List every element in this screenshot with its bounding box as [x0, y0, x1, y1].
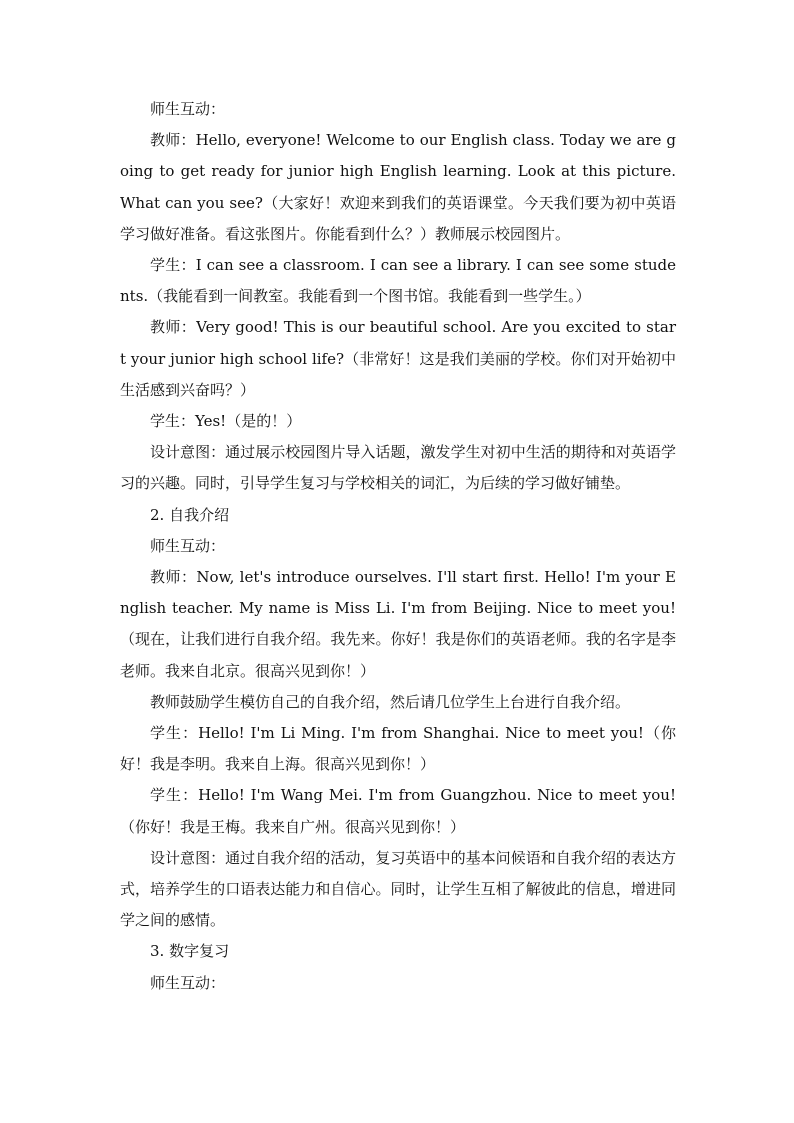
paragraph-student-answer: 学生：I can see a classroom. I can see a library. I can see some students.（我能看到一间教室。我能看到一个图书馆。我能看到一些学生。） [120, 256, 676, 306]
section-heading-number-review: 3. 数字复习 [150, 942, 230, 961]
paragraph-interaction-heading: 师生互动： [150, 973, 226, 992]
section-heading-self-introduction: 2. 自我介绍 [150, 505, 230, 524]
paragraph-teacher-question: 教师：Very good! This is our beautiful school. Are you excited to start your junior high school life?（非常好！这是我们美丽的学校。你们对开始初中生活感到兴奋吗？） [120, 318, 676, 399]
paragraph-student-yes: 学生：Yes!（是的！） [150, 412, 302, 431]
paragraph-student-wang-mei: 学生：Hello! I'm Wang Mei. I'm from Guangzhou. Nice to meet you!（你好！我是王梅。我来自广州。很高兴见到你！） [120, 786, 676, 836]
paragraph-interaction-heading: 师生互动： [150, 100, 226, 118]
paragraph-student-li-ming: 学生：Hello! I'm Li Ming. I'm from Shanghai. Nice to meet you!（你好！我是李明。我来自上海。很高兴见到你！） [120, 724, 676, 774]
paragraph-teacher-welcome: 教师：Hello, everyone! Welcome to our English class. Today we are going to get ready for junior high English learning. Look at this picture. What can you see?（大家好！欢迎来到我们的英语课堂。今天我们要为初中英语学习做好准备。看这张图片。你能看到什么？）教师展示校园图片。 [120, 131, 676, 243]
document-body [120, 94, 676, 999]
paragraph-design-intent: 设计意图：通过展示校园图片导入话题，激发学生对初中生活的期待和对英语学习的兴趣。同时，引导学生复习与学校相关的词汇，为后续的学习做好铺垫。 [120, 443, 676, 493]
paragraph-design-intent: 设计意图：通过自我介绍的活动，复习英语中的基本问候语和自我介绍的表达方式，培养学生的口语表达能力和自信心。同时，让学生互相了解彼此的信息，增进同学之间的感情。 [120, 848, 676, 930]
paragraph-teacher-introduction: 教师：Now, let's introduce ourselves. I'll start first. Hello! I'm your English teacher. My name is Miss Li. I'm from Beijing. Nice to meet you!（现在，让我们进行自我介绍。我先来。你好！我是你们的英语老师。我的名字是李老师。我来自北京。很高兴见到你！） [120, 568, 676, 680]
paragraph-teacher-encourage: 教师鼓励学生模仿自己的自我介绍，然后请几位学生上台进行自我介绍。 [150, 692, 631, 711]
paragraph-interaction-heading: 师生互动： [150, 536, 226, 555]
